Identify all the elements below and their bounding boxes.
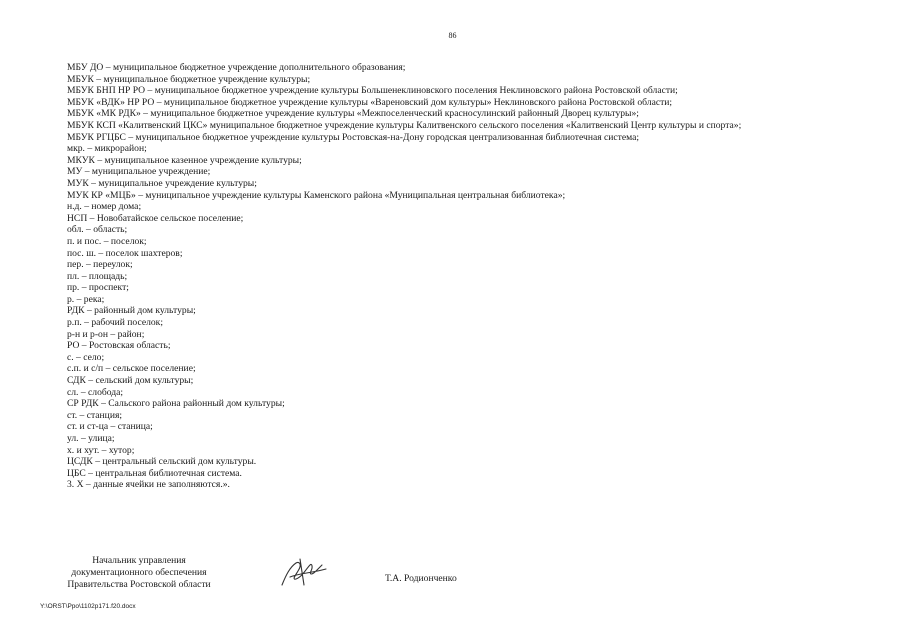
signatory-title-line: документационного обеспечения: [71, 567, 207, 578]
abbreviation-line: СР РДК – Сальского района районный дом культуры;: [67, 398, 285, 410]
abbreviation-line: п. и пос. – поселок;: [67, 235, 147, 247]
abbreviation-line: пл. – площадь;: [67, 270, 128, 282]
file-path: Y:\ORST\Ppo\1102p171.f20.docx: [40, 603, 136, 610]
abbreviation-line: МБУ ДО – муниципальное бюджетное учреждение дополнительного образования;: [67, 62, 406, 73]
abbreviation-line: ст. – станция;: [67, 409, 123, 421]
abbreviation-line: МУК КР «МЦБ» – муниципальное учреждение культуры Каменского района «Муниципальная центральная библиотека»;: [67, 189, 566, 201]
abbreviation-line: мкр. – микрорайон;: [67, 143, 147, 155]
abbreviation-line: обл. – область;: [67, 224, 128, 236]
abbreviation-line: с. – село;: [67, 351, 105, 363]
abbreviation-line: ст. и ст-ца – станица;: [67, 421, 153, 433]
abbreviation-line: н.д. – номер дома;: [67, 201, 142, 213]
abbreviation-line: МБУК «МК РДК» – муниципальное бюджетное учреждение культуры «Межпоселенческий красносулинский районный Дворец культуры»;: [67, 108, 639, 120]
abbreviation-line: 3. Х – данные ячейки не заполняются.».: [67, 479, 230, 491]
abbreviation-line: ЦСДК – центральный сельский дом культуры.: [67, 456, 257, 468]
abbreviation-line: МБУК КСП «Калитвенский ЦКС» муниципальное бюджетное учреждение культуры Калитвенского сельского поселения «Калитвенский Центр культуры и спорта»;: [67, 119, 742, 131]
abbreviation-line: с.п. и с/п – сельское поселение;: [67, 363, 196, 375]
abbreviation-line: сл. – слобода;: [67, 386, 124, 398]
abbreviation-line: р-н и р-он – район;: [67, 328, 145, 340]
abbreviation-line: пр. – проспект;: [67, 282, 129, 294]
signature-block: [0, 549, 905, 599]
abbreviation-line: ул. – улица;: [67, 433, 115, 444]
abbreviation-line: НСП – Новобатайское сельское поселение;: [67, 212, 244, 224]
abbreviations-list: [67, 62, 847, 491]
abbreviation-line: МБУК БНП НР РО – муниципальное бюджетное учреждение культуры Большенеклиновского поселения Неклиновского района Ростовской области;: [67, 85, 678, 97]
abbreviation-line: МУ – муниципальное учреждение;: [67, 166, 211, 178]
abbreviation-line: РО – Ростовская область;: [67, 340, 171, 352]
abbreviation-line: пос. ш. – поселок шахтеров;: [67, 247, 183, 259]
abbreviation-line: ЦБС – центральная библиотечная система.: [67, 467, 242, 479]
signatory-title-line: Правительства Ростовской области: [67, 579, 211, 590]
abbreviation-line: МКУК – муниципальное казенное учреждение культуры;: [67, 154, 302, 166]
abbreviation-line: РДК – районный дом культуры;: [67, 305, 196, 317]
abbreviation-line: МУК – муниципальное учреждение культуры;: [67, 177, 257, 189]
abbreviation-line: пер. – переулок;: [67, 259, 133, 271]
handwritten-signature: [276, 555, 332, 591]
abbreviation-line: р. – река;: [67, 293, 105, 305]
abbreviation-line: МБУК – муниципальное бюджетное учреждение культуры;: [67, 73, 311, 85]
page-number: 86: [448, 31, 457, 40]
abbreviation-line: р.п. – рабочий поселок;: [67, 317, 164, 329]
abbreviation-line: СДК – сельский дом культуры;: [67, 375, 194, 387]
signatory-title-line: Начальник управления: [92, 555, 186, 566]
abbreviation-line: МБУК «ВДК» НР РО – муниципальное бюджетное учреждение культуры «Вареновский дом культуры» Неклиновского района Ростовской области;: [67, 96, 673, 108]
signatory-name: Т.А. Родионченко: [385, 573, 457, 584]
abbreviation-line: х. и хут. – хутор;: [67, 444, 135, 456]
abbreviation-line: МБУК РГЦБС – муниципальное бюджетное учреждение культуры Ростовская-на-Дону городская централизованная библиотечная система;: [67, 131, 640, 143]
